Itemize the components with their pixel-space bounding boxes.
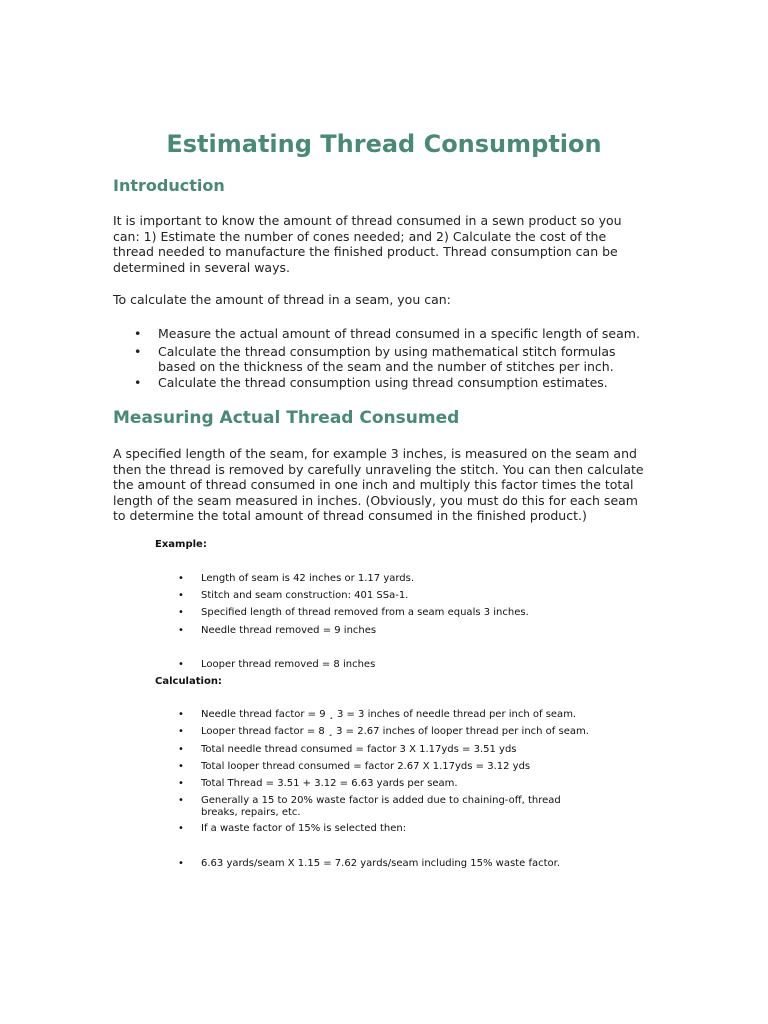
example-item xyxy=(178,573,598,585)
example-item-text: Length of seam is 42 inches or 1.17 yards. xyxy=(201,573,415,584)
list-item-text: Measure the actual amount of thread consumed in a specific length of seam. xyxy=(158,326,640,341)
bullet-icon: • xyxy=(178,573,184,584)
calculation-item xyxy=(178,795,598,819)
introduction-heading: Introduction xyxy=(113,176,225,195)
calculation-item-text: Looper thread factor = 8 ¸ 3 = 2.67 inches of looper thread per inch of seam. xyxy=(201,726,589,737)
bullet-icon: • xyxy=(178,795,184,806)
calculation-item xyxy=(178,709,598,721)
calculation-item-text: Needle thread factor = 9 ¸ 3 = 3 inches of needle thread per inch of seam. xyxy=(201,709,577,720)
bullet-icon: • xyxy=(178,858,184,869)
bullet-icon: • xyxy=(134,326,142,341)
bullet-icon: • xyxy=(178,761,184,772)
example-item xyxy=(178,659,598,671)
calculation-item xyxy=(178,744,598,756)
calculation-item-text: Total looper thread consumed = factor 2.67 X 1.17yds = 3.12 yds xyxy=(201,761,531,772)
introduction-paragraph: It is important to know the amount of thread consumed in a sewn product so you can: 1) Estimate the number of cones needed; and 2) Calculate the cost of the thread needed to manufacture the finished product. Thread consumption can be determined in several ways. xyxy=(113,213,622,275)
example-item xyxy=(178,590,598,602)
example-item xyxy=(178,625,598,637)
page-title: Estimating Thread Consumption xyxy=(166,130,602,158)
calculation-item-text: 6.63 yards/seam X 1.15 = 7.62 yards/seam including 15% waste factor. xyxy=(201,858,561,869)
example-item-text: Specified length of thread removed from a seam equals 3 inches. xyxy=(201,607,529,618)
calculation-item-text: Total Thread = 3.51 + 3.12 = 6.63 yards per seam. xyxy=(201,778,458,789)
list-item xyxy=(113,344,643,375)
bullet-icon: • xyxy=(178,778,184,789)
calculation-item-text: If a waste factor of 15% is selected then: xyxy=(201,823,407,834)
calculation-label: Calculation: xyxy=(155,676,222,687)
bullet-icon: • xyxy=(178,709,184,720)
example-item-text: Needle thread removed = 9 inches xyxy=(201,625,377,636)
calculation-item-text: Generally a 15 to 20% waste factor is added due to chaining-off, thread breaks, repairs, etc. xyxy=(201,795,561,818)
bullet-icon: • xyxy=(178,625,184,636)
calculate-intro-paragraph: To calculate the amount of thread in a seam, you can: xyxy=(113,292,451,307)
bullet-icon: • xyxy=(178,726,184,737)
list-item-text: Calculate the thread consumption using thread consumption estimates. xyxy=(158,374,608,390)
list-item xyxy=(113,375,643,391)
example-item xyxy=(178,607,598,619)
example-item-text: Looper thread removed = 8 inches xyxy=(201,659,376,670)
bullet-icon: • xyxy=(178,607,184,618)
calculation-item xyxy=(178,778,598,790)
bullet-icon: • xyxy=(134,374,142,390)
bullet-icon: • xyxy=(178,590,184,601)
measuring-heading: Measuring Actual Thread Consumed xyxy=(113,408,460,428)
calculation-item xyxy=(178,858,598,870)
bullet-icon: • xyxy=(178,823,184,834)
methods-list xyxy=(113,326,643,390)
bullet-icon: • xyxy=(178,659,184,670)
calculation-item xyxy=(178,823,598,835)
measuring-paragraph: A specified length of the seam, for example 3 inches, is measured on the seam and then the thread is removed by carefully unraveling the stitch. You can then calculate the amount of thread consumed in one inch and multiply this factor times the total length of the seam measured in inches. (Obviously, you must do this for each seam to determine the total amount of thread consumed in the finished product.) xyxy=(113,446,644,524)
calculation-item xyxy=(178,726,598,738)
calculation-item xyxy=(178,761,598,773)
list-item-text: Calculate the thread consumption by using mathematical stitch formulas based on the thickness of the seam and the number of stitches per inch. xyxy=(158,343,616,375)
bullet-icon: • xyxy=(134,343,142,359)
list-item xyxy=(113,326,643,342)
calculation-item-text: Total needle thread consumed = factor 3 X 1.17yds = 3.51 yds xyxy=(201,744,517,755)
example-item-text: Stitch and seam construction: 401 SSa-1. xyxy=(201,590,409,601)
example-label: Example: xyxy=(155,539,207,550)
bullet-icon: • xyxy=(178,744,184,755)
